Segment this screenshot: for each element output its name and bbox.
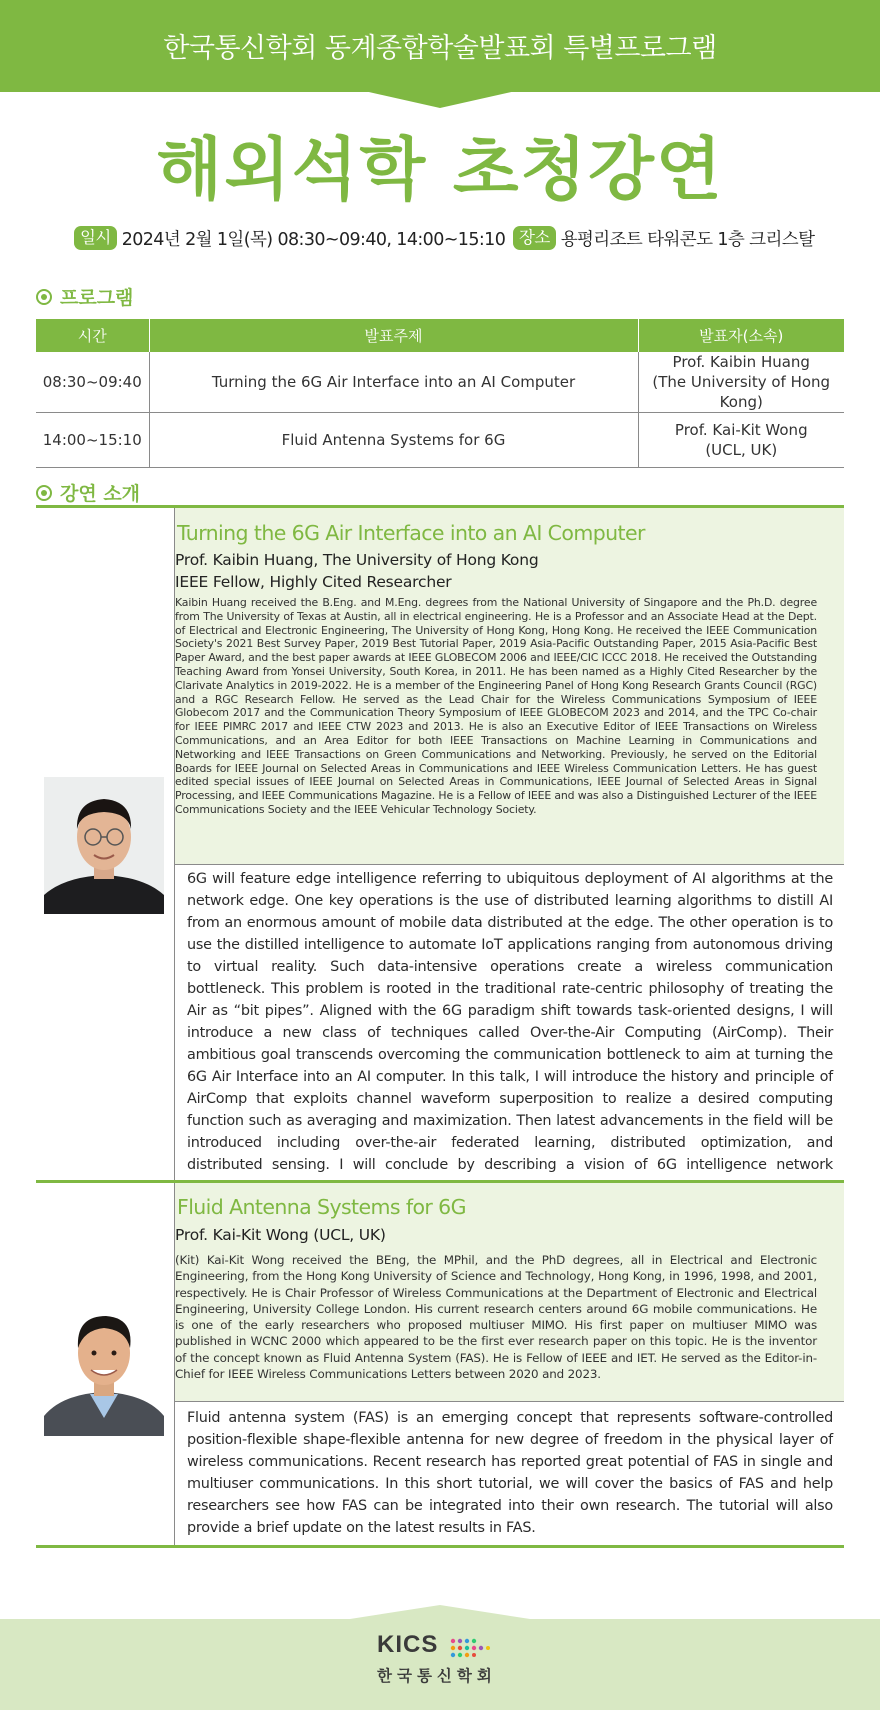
footer-notch [350, 1605, 530, 1619]
speaker-photo [44, 1298, 164, 1436]
lecture-speaker-bio: Kaibin Huang received the B.Eng. and M.Eng. degrees from the National University of Singapore and the Ph.D. degree from The University of Texas at Austin, all in electrical engineering. He is a Professor and an Associate Head at the Dept. of Electrical and Electronic Engineering, The University of Hong Kong, Hong Kong. He received the IEEE Communication Society's 2021 Best Survey Paper, 2019 Best Tutorial Paper, 2019 Asia-Pacific Outstanding Paper, 2015 Asia-Pacific Best Paper Award, and the best paper awards at IEEE GLOBECOM 2006 and IEEE/CIC ICCC 2018. He received the Outstanding Teaching Award from Yonsei University, South Korea, in 2011. He has been named as a Highly Cited Researcher by the Clarivate Analytics in 2019-2022. He is a member of the Engineering Panel of Hong Kong Research Grants Council (RGC) and a RGC Research Fellow. He served as the Lead Chair for the Wireless Communications Symposium of IEEE Globecom 2017 and the Communication Theory Symposium of IEEE GLOBECOM 2023 and 2014, and the TPC Co-chair for IEEE PIMRC 2017 and IEEE CTW 2023 and 2013. He is also an Executive Editor of IEEE Transactions on Wireless Communications, and an Area Editor for both IEEE Transactions on Machine Learning in Communications and Networking and IEEE Transactions on Green Communications and Networking. Previously, he served on the Editorial Boards for IEEE Journal on Selected Areas in Communications and IEEE Wireless Communication Letters. He has guest edited special issues of IEEE Journal on Selected Areas in Communications, IEEE Journal of Selected Areas in Signal Processing, and IEEE Communications Magazine. He is a Fellow of IEEE and was also a Distinguished Lecturer of the IEEE Communications Society and the IEEE Vehicular Technology Society. [175, 596, 817, 816]
column-header-topic: 발표주제 [149, 319, 638, 352]
table-row [36, 413, 844, 468]
kics-logo [377, 1631, 517, 1693]
date-value: 2024년 2월 1일(목) 08:30~09:40, 14:00~15:10 [121, 229, 506, 250]
lecture-separator [175, 1401, 844, 1402]
speaker-portrait-icon [44, 777, 164, 914]
speaker-name: Prof. Kai-Kit Wong [674, 421, 808, 439]
lecture-card-1 [36, 505, 844, 1182]
lecture-card-2 [36, 1180, 844, 1548]
lecture-abstract: 6G will feature edge intelligence referring to ubiquitous deployment of AI algorithms at the network edge. One key operations is the use of distributed learning algorithms to distill AI from an enormous amount of mobile data distributed at the edge. The other operation is to use the distilled intelligence to automate IoT applications ranging from autonomous driving to virtual reality. Such data-intensive operations create a wireless communication bottleneck. This problem is rooted in the traditional rate-centric philosophy of treating the Air as “bit pipes”. Aligned with the 6G paradigm shift towards task-oriented designs, I will introduce a new class of techniques called Over-the-Air Computing (AirComp). Their ambitious goal transcends overcoming the communication bottleneck to aim at turning the 6G Air Interface into an AI computer. In this talk, I will introduce the history and principle of AirComp that exploits channel waveform superposition to realize a desired computing function such as averaging and maximization. Then latest advancements in the field will be introduced including over-the-air federated learning, distributed optimization, and distributed sensing. I will conclude by describing a vision of 6G intelligence network [187, 871, 833, 1173]
target-bullet-icon [36, 485, 52, 501]
place-label: 장소 [513, 226, 556, 250]
column-header-time: 시간 [36, 319, 149, 352]
speaker-affiliation: (UCL, UK) [705, 441, 778, 459]
banner-title: 한국통신학회 동계종합학술발표회 특별프로그램 [163, 33, 717, 64]
table-row [36, 352, 844, 413]
date-info [74, 224, 505, 252]
row-time: 08:30~09:40 [36, 352, 149, 413]
row-time: 14:00~15:10 [36, 413, 149, 468]
column-header-speaker: 발표자(소속) [638, 319, 844, 352]
date-label: 일시 [74, 226, 117, 250]
lectures-heading-label: 강연 소개 [60, 483, 141, 505]
top-banner-notch [360, 90, 520, 108]
lecture-speaker: Prof. Kai-Kit Wong (UCL, UK) [175, 1226, 386, 1244]
lecture-title: Fluid Antenna Systems for 6G [177, 1195, 466, 1219]
speaker-portrait-icon [44, 1298, 164, 1436]
target-bullet-icon [36, 289, 52, 305]
program-heading [36, 283, 133, 310]
lecture-bottom-rule [36, 1545, 844, 1548]
lecture-title: Turning the 6G Air Interface into an AI Computer [177, 521, 645, 545]
speaker-affiliation: (The University of Hong Kong) [652, 373, 831, 411]
logo-subtitle: 한국통신학회 [377, 1667, 497, 1685]
lectures-heading [36, 479, 140, 506]
lecture-abstract: Fluid antenna system (FAS) is an emerging concept that represents software-controlled position-flexible shape-flexible antenna for new degree of freedom in the physical layer of wireless communications. Recent research has reported great potential of FAS in single and multiuser communications. In this short tutorial, we will cover the basics of FAS and help researchers see how FAS can be integrated into their own research. The tutorial will also provide a brief update on the latest results in FAS. [187, 1410, 833, 1536]
program-heading-label: 프로그램 [60, 287, 134, 309]
lecture-speaker: Prof. Kaibin Huang, The University of Hong Kong [175, 551, 539, 569]
place-value: 용평리조트 타워콘도 1층 크리스탈 [560, 229, 815, 250]
row-speaker [638, 413, 844, 468]
speaker-name: Prof. Kaibin Huang [672, 353, 810, 371]
logo-text: KICS [377, 1631, 439, 1658]
logo-dots-icon [449, 1637, 507, 1659]
row-topic: Turning the 6G Air Interface into an AI Computer [149, 352, 638, 413]
row-speaker [638, 352, 844, 413]
lecture-separator [175, 864, 844, 865]
page-title: 해외석학 초청강연 [156, 131, 724, 210]
lecture-speaker-title: IEEE Fellow, Highly Cited Researcher [175, 573, 452, 591]
place-info [513, 224, 814, 252]
lecture-speaker-bio: (Kit) Kai-Kit Wong received the BEng, the MPhil, and the PhD degrees, all in Electrical and Electronic Engineering, from the Hong Kong University of Science and Technology, Hong Kong, in 1996, 1998, and 2001, respectively. He is Chair Professor of Wireless Communications at the Department of Electronic and Electrical Engineering, University College London. His current research centers around 6G mobile communications. He is one of the early researchers who proposed multiuser MIMO. His first paper on multiuser MIMO was published in WCNC 2000 which appeared to be the first ever research paper on this topic. He is the inventor of the concept known as Fluid Antenna System (FAS). He is Fellow of IEEE and IET. He served as the Editor-in-Chief for IEEE Wireless Communications Letters between 2020 and 2023. [175, 1253, 817, 1382]
table-header-row [36, 319, 844, 352]
speaker-photo [44, 777, 164, 914]
row-topic: Fluid Antenna Systems for 6G [149, 413, 638, 468]
program-table [36, 319, 844, 468]
